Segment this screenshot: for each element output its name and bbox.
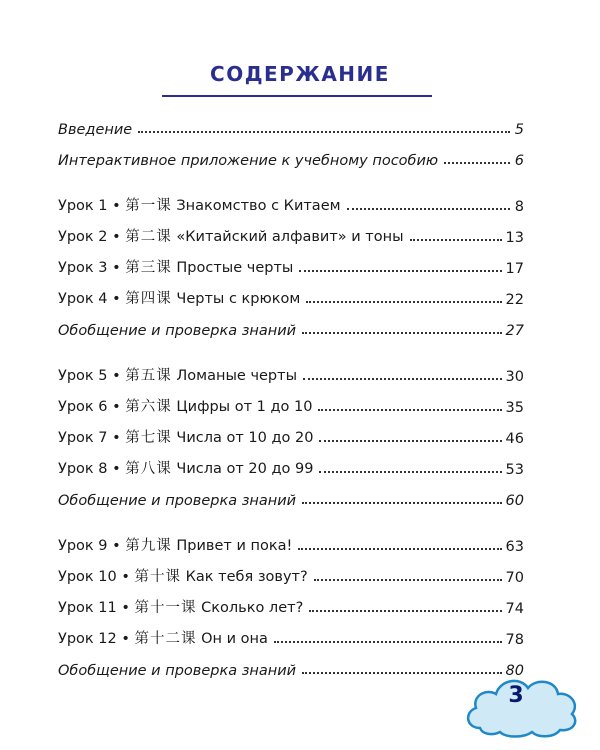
toc-entry-title [58,225,404,246]
toc-entry-prefix: Урок 5 • [58,368,121,384]
toc-entry-page: 8 [514,199,524,215]
toc-entry [58,564,524,586]
toc-entry-text: Числа от 10 до 20 [176,430,314,446]
page-title: СОДЕРЖАНИЕ [210,62,390,86]
toc-entry-title [58,323,296,339]
toc-entry-chinese: 第四课 [125,291,172,307]
toc-entry-prefix: Обобщение и проверка знаний [58,493,297,509]
title-underline [162,95,432,97]
table-of-contents [58,116,524,688]
toc-entry-title [58,153,438,169]
toc-entry-text: Черты с крюком [176,291,301,307]
toc-entry-title [58,364,297,385]
toc-entry [58,224,524,246]
toc-entry-chinese: 第十一课 [134,600,197,616]
toc-entry-chinese: 第一课 [125,198,172,214]
toc-entry-prefix: Интерактивное приложение к учебному пособию [58,153,439,169]
toc-entry [58,456,524,478]
toc-entry-prefix: Введение [58,122,133,138]
dot-leader [319,471,501,473]
toc-entry-prefix: Урок 11 • [58,600,130,616]
toc-entry-page: 30 [505,369,524,385]
toc-entry-title [58,256,293,277]
toc-entry-chinese: 第五课 [125,368,172,384]
toc-entry-title [58,122,132,138]
toc-entry [58,317,524,339]
dot-leader [314,579,502,581]
toc-entry-prefix: Урок 12 • [58,631,130,647]
toc-entry-page: 27 [505,323,524,339]
dot-leader [318,409,501,411]
toc-entry-text: Простые черты [176,260,294,276]
toc-entry-title [58,663,296,679]
page-number: 3 [508,683,524,708]
toc-entry-page: 35 [505,400,524,416]
toc-entry [58,363,524,385]
toc-entry-text: Как тебя зовут? [185,569,308,585]
toc-entry-text: Ломаные черты [176,368,298,384]
toc-entry-text: Он и она [201,631,268,647]
toc-entry-page: 5 [514,122,524,138]
toc-entry [58,394,524,416]
toc-entry-chinese: 第三课 [125,260,172,276]
toc-entry-title [58,457,313,478]
dot-leader [303,378,502,380]
toc-entry-page: 13 [505,230,524,246]
toc-entry-title [58,565,308,586]
toc-entry-text: Знакомство с Китаем [176,198,341,214]
toc-entry-prefix: Урок 3 • [58,260,121,276]
toc-entry-text: «Китайский алфавит» и тоны [176,229,404,245]
dot-leader [410,239,502,241]
toc-entry-page: 22 [505,292,524,308]
toc-entry [58,487,524,509]
dot-leader [309,610,501,612]
toc-entry [58,425,524,447]
toc-entry [58,193,524,215]
dot-leader [274,641,502,643]
toc-entry [58,626,524,648]
toc-entry-title [58,596,303,617]
toc-entry-page: 80 [505,663,524,679]
toc-entry-title [58,287,300,308]
toc-entry [58,533,524,555]
toc-entry-title [58,395,312,416]
toc-entry-text: Привет и пока! [176,538,293,554]
toc-entry-title [58,534,292,555]
dot-leader [444,162,510,164]
toc-entry-prefix: Урок 1 • [58,198,121,214]
toc-entry-page: 6 [514,153,524,169]
toc-entry-title [58,426,313,447]
toc-entry-text: Числа от 20 до 99 [176,461,314,477]
toc-entry-prefix: Обобщение и проверка знаний [58,663,297,679]
toc-entry-prefix: Урок 2 • [58,229,121,245]
dot-leader [306,301,501,303]
toc-entry-prefix: Урок 6 • [58,399,121,415]
toc-entry-page: 78 [505,632,524,648]
toc-entry-prefix: Урок 4 • [58,291,121,307]
toc-entry-prefix: Урок 9 • [58,538,121,554]
toc-entry-prefix: Урок 8 • [58,461,121,477]
toc-entry-chinese: 第七课 [125,430,172,446]
toc-entry-chinese: 第九课 [125,538,172,554]
toc-entry-page: 46 [505,431,524,447]
dot-leader [302,332,501,334]
toc-entry-chinese: 第二课 [125,229,172,245]
toc-entry [58,255,524,277]
dot-leader [319,440,501,442]
toc-entry-chinese: 第十课 [134,569,182,585]
toc-entry-text: Сколько лет? [201,600,304,616]
toc-entry [58,116,524,138]
toc-entry [58,657,524,679]
dot-leader [347,208,510,210]
toc-entry-prefix: Урок 7 • [58,430,121,446]
toc-entry-chinese: 第十二课 [134,631,197,647]
toc-entry-title [58,493,296,509]
toc-entry-text: Цифры от 1 до 10 [176,399,313,415]
toc-entry-title [58,194,341,215]
toc-entry [58,595,524,617]
toc-entry [58,286,524,308]
dot-leader [298,548,501,550]
toc-entry-page: 53 [505,462,524,478]
dot-leader [138,131,510,133]
toc-entry-page: 63 [505,539,524,555]
toc-entry [58,147,524,169]
toc-entry-page: 17 [505,261,524,277]
toc-entry-page: 70 [505,570,524,586]
dot-leader [302,502,501,504]
toc-entry-page: 74 [505,601,524,617]
toc-entry-page: 60 [505,493,524,509]
toc-entry-chinese: 第六课 [125,399,172,415]
toc-entry-prefix: Обобщение и проверка знаний [58,323,297,339]
toc-entry-prefix: Урок 10 • [58,569,130,585]
dot-leader [299,270,501,272]
toc-entry-title [58,627,268,648]
toc-entry-chinese: 第八课 [125,461,172,477]
